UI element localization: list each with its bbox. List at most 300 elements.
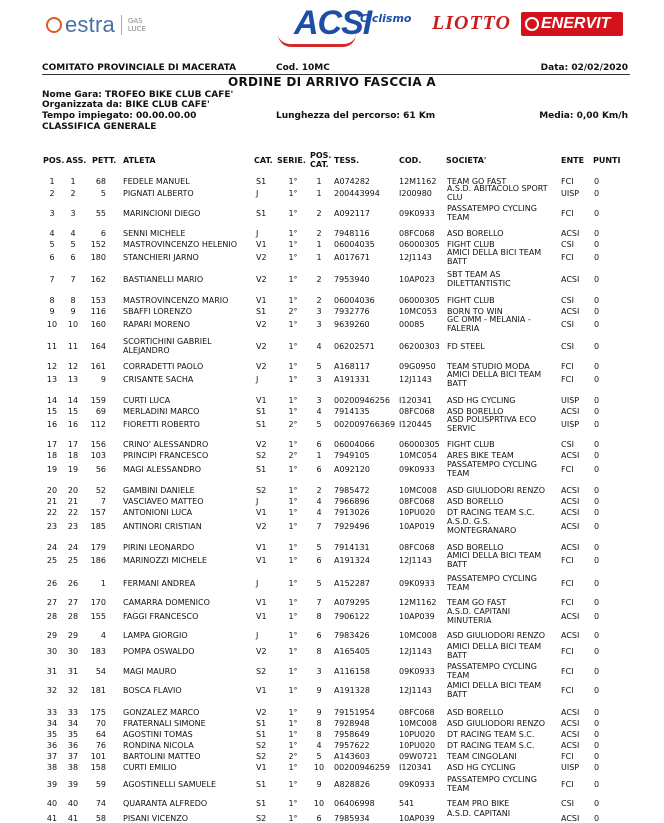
cell-punti: 0 [594,440,600,449]
cell-cod: 10AP023 [399,275,435,284]
cell-poscat: 9 [316,686,322,695]
cell-tess: A074282 [334,177,371,186]
cell-ass: 15 [67,407,79,416]
cell-tess: 7966896 [334,497,370,506]
cell-punti: 0 [594,667,600,676]
cell-pett: 175 [90,708,106,717]
cell-poscat: 5 [316,543,322,552]
cell-societa: DT RACING TEAM S.C. [447,508,535,517]
cell-cod: 06200303 [399,342,440,351]
cell-punti: 0 [594,814,600,823]
cell-ente: FCI [561,375,574,384]
cell-societa: ASD POLISPRTIVA ECO SERVIC [447,415,537,433]
cell-punti: 0 [594,296,600,305]
cell-atleta: AGOSTINELLI SAMUELE [123,780,217,789]
cell-ass: 34 [67,719,79,728]
cell-ass: 18 [67,451,79,460]
cell-ente: ACSI [561,508,580,517]
cell-societa: ASD BORELLO [447,229,504,238]
cell-serie: 1° [288,741,298,750]
cell-tess: 7929496 [334,522,370,531]
cell-cod: 06000305 [399,240,440,249]
cell-serie: 1° [288,780,298,789]
cell-cod: 12J1143 [399,253,432,262]
cell-ente: ACSI [561,307,580,316]
cell-cod: 10PU020 [399,508,436,517]
cell-societa: DT RACING TEAM S.C. [447,730,535,739]
cell-societa: PASSATEMPO CYCLING TEAM [447,460,537,478]
cell-ass: 12 [67,362,79,371]
cell-societa: TEAM GO FAST [447,598,507,607]
cell-poscat: 10 [313,763,325,772]
cell-cat: S1 [256,719,267,728]
cell-pos: 14 [46,396,58,405]
cell-ass: 32 [67,686,79,695]
cell-pos: 22 [46,508,58,517]
cell-poscat: 6 [316,465,322,474]
cell-pos: 40 [46,799,58,808]
cell-pos: 4 [49,229,55,238]
cell-cat: V1 [256,543,267,552]
cell-pett: 179 [90,543,106,552]
cell-serie: 1° [288,440,298,449]
cell-poscat: 1 [316,240,322,249]
cell-atleta: STANCHIERI JARNO [123,253,199,262]
cell-cod: 12J1143 [399,686,432,695]
cell-atleta: MASTROVINCENZO HELENIO [123,240,238,249]
cell-atleta: MERLADINI MARCO [123,407,200,416]
cell-punti: 0 [594,799,600,808]
cell-poscat: 6 [316,556,322,565]
cell-tess: A116158 [334,667,371,676]
cell-ass: 4 [70,229,76,238]
cell-punti: 0 [594,730,600,739]
cell-ente: UISP [561,763,580,772]
cell-pett: 157 [90,508,106,517]
cell-pos: 25 [46,556,58,565]
cell-poscat: 6 [316,440,322,449]
cell-atleta: GONZALEZ MARCO [123,708,200,717]
acsi-swoosh-icon [278,34,356,47]
cell-punti: 0 [594,342,600,351]
cell-societa: PASSATEMPO CYCLING TEAM [447,775,537,793]
cell-societa: A.S.D. CAPITANI MINUTERIA [447,607,511,625]
cell-societa: ASD HG CYCLING [447,396,516,405]
cell-cat: V1 [256,508,267,517]
cell-atleta: RONDINA NICOLA [123,741,194,750]
cell-ente: FCI [561,598,574,607]
cell-ass: 38 [67,763,79,772]
cell-cat: V2 [256,320,267,329]
cell-tess: 7932776 [334,307,370,316]
cell-atleta: FAGGI FRANCESCO [123,612,199,621]
cell-pos: 38 [46,763,58,772]
cell-cod: 06000305 [399,440,440,449]
cell-punti: 0 [594,612,600,621]
cell-ass: 20 [67,486,79,495]
cell-ass: 21 [67,497,79,506]
cell-societa: A.S.D. CAPITANI [447,809,511,818]
comitato: COMITATO PROVINCIALE DI MACERATA [42,63,237,73]
cell-tess: 7983426 [334,631,370,640]
cell-poscat: 5 [316,420,322,429]
cell-ente: FCI [561,752,574,761]
cell-pett: 58 [95,814,106,823]
cell-ass: 8 [70,296,76,305]
cell-poscat: 7 [316,522,322,531]
cell-pett: 76 [95,741,106,750]
cell-poscat: 6 [316,631,322,640]
cell-serie: 1° [288,647,298,656]
cell-societa: PASSATEMPO CYCLING TEAM [447,204,537,222]
cell-ente: ACSI [561,486,580,495]
cell-cat: S1 [256,799,267,808]
cell-societa: PASSATEMPO CYCLING TEAM [447,662,537,680]
cell-serie: 1° [288,320,298,329]
cell-punti: 0 [594,631,600,640]
cell-cod: 08FC068 [399,543,435,552]
cell-societa: GC OMM - MELANIA - FALERIA [447,315,531,333]
cell-ass: 26 [67,579,79,588]
cell-cod: 10PU020 [399,741,436,750]
cell-cod: 06000305 [399,296,440,305]
cell-ente: ACSI [561,543,580,552]
cell-poscat: 2 [316,296,322,305]
cell-punti: 0 [594,579,600,588]
cell-pett: 152 [90,240,106,249]
cell-pett: 69 [95,407,106,416]
cell-cod: 10MC008 [399,719,437,728]
cell-pos: 31 [46,667,58,676]
cell-tess: A191324 [334,556,371,565]
cell-tess: 200443994 [334,189,380,198]
cell-poscat: 6 [316,814,322,823]
cell-punti: 0 [594,253,600,262]
cell-pos: 5 [49,240,55,249]
cell-pett: 5 [100,189,106,198]
estra-mark-icon [46,17,62,33]
cell-pett: 103 [90,451,106,460]
cell-cat: S1 [256,780,267,789]
cell-atleta: FRATERNALI SIMONE [123,719,206,728]
cell-atleta: MARINCIONI DIEGO [123,209,201,218]
cell-punti: 0 [594,708,600,717]
cell-serie: 1° [288,579,298,588]
cell-tess: 7957622 [334,741,370,750]
cell-cod: 09K0933 [399,667,435,676]
cell-punti: 0 [594,420,600,429]
cod: Cod. 10MC [276,63,330,73]
cell-atleta: SCORTICHINI GABRIEL ALEJANDRO [123,337,212,355]
organizzata: Organizzata da: BIKE CLUB CAFE' [42,100,210,110]
cell-poscat: 4 [316,508,322,517]
cell-serie: 1° [288,177,298,186]
cell-ass: 36 [67,741,79,750]
cell-ass: 24 [67,543,79,552]
cell-ente: FCI [561,579,574,588]
cell-tess: A143603 [334,752,371,761]
cell-ente: FCI [561,362,574,371]
cell-serie: 1° [288,497,298,506]
cell-cat: J [256,631,259,640]
cell-pos: 11 [46,342,58,351]
cell-pos: 41 [46,814,58,823]
cell-poscat: 5 [316,362,322,371]
cell-societa: ASD GIULIODORI RENZO [447,631,546,640]
cell-ass: 28 [67,612,79,621]
cell-pett: 153 [90,296,106,305]
cell-poscat: 2 [316,229,322,238]
cell-cod: 10AP039 [399,814,435,823]
cell-poscat: 3 [316,307,322,316]
cell-cat: V2 [256,253,267,262]
cell-societa: FIGHT CLUB [447,440,495,449]
cell-pos: 19 [46,465,58,474]
media: Media: 0,00 Km/h [539,111,628,121]
cell-pos: 3 [49,209,55,218]
cell-cod: 08FC068 [399,497,435,506]
cell-ente: ACSI [561,407,580,416]
cell-tess: 06004066 [334,440,375,449]
cell-tess: 7914135 [334,407,370,416]
cell-serie: 1° [288,253,298,262]
cell-tess: 9639260 [334,320,370,329]
cell-pett: 6 [100,229,106,238]
cell-societa: A.S.D. G.S. MONTEGRANARO [447,517,517,535]
cell-cat: S2 [256,486,267,495]
cell-punti: 0 [594,497,600,506]
cell-punti: 0 [594,752,600,761]
cell-ass: 30 [67,647,79,656]
cell-pos: 7 [49,275,55,284]
cell-cat: S2 [256,814,267,823]
cell-punti: 0 [594,189,600,198]
cell-pos: 10 [46,320,58,329]
cell-ass: 2 [70,189,76,198]
cell-cat: S2 [256,667,267,676]
cell-poscat: 1 [316,189,322,198]
cell-cat: J [256,375,259,384]
cell-cat: S1 [256,420,267,429]
cell-serie: 1° [288,296,298,305]
cell-pett: 159 [90,396,106,405]
cell-cat: S1 [256,177,267,186]
cell-ente: ACSI [561,451,580,460]
cell-tess: 7914131 [334,543,370,552]
cell-serie: 1° [288,763,298,772]
cell-ass: 33 [67,708,79,717]
cell-tess: A092120 [334,465,371,474]
cell-atleta: PIRINI LEONARDO [123,543,195,552]
cell-ass: 41 [67,814,79,823]
cell-societa: AMICI DELLA BICI TEAM BATT [447,248,542,266]
cell-pos: 34 [46,719,58,728]
cell-societa: A.S.D. ABITACOLO SPORT CLU [447,184,548,202]
cell-serie: 2° [288,451,298,460]
cell-cat: J [256,189,259,198]
cell-ass: 7 [70,275,76,284]
cell-atleta: ANTINORI CRISTIAN [123,522,202,531]
cell-ente: FCI [561,209,574,218]
cell-cat: S2 [256,741,267,750]
cell-ass: 23 [67,522,79,531]
cell-cat: V1 [256,598,267,607]
cell-serie: 1° [288,543,298,552]
cell-poscat: 7 [316,598,322,607]
cell-punti: 0 [594,741,600,750]
cell-punti: 0 [594,598,600,607]
cell-punti: 0 [594,320,600,329]
nome-gara: Nome Gara: TROFEO BIKE CLUB CAFE' [42,90,234,100]
cell-tess: 7985934 [334,814,370,823]
cell-atleta: CRISANTE SACHA [123,375,194,384]
cell-punti: 0 [594,275,600,284]
cell-poscat: 1 [316,177,322,186]
cell-ass: 5 [70,240,76,249]
cell-cat: S1 [256,209,267,218]
cell-cat: S1 [256,465,267,474]
cell-cod: 10AP019 [399,522,435,531]
cell-tess: A165405 [334,647,371,656]
cell-pett: 186 [90,556,106,565]
cell-serie: 1° [288,799,298,808]
cell-ass: 16 [67,420,79,429]
cell-serie: 1° [288,814,298,823]
cell-societa: FIGHT CLUB [447,240,495,249]
cell-pos: 33 [46,708,58,717]
cell-cat: V2 [256,647,267,656]
cell-cod: 10PU020 [399,730,436,739]
cell-ass: 19 [67,465,79,474]
cell-poscat: 3 [316,667,322,676]
cell-pett: 1 [100,579,106,588]
cell-cat: V1 [256,396,267,405]
cell-ass: 22 [67,508,79,517]
cell-tess: A828826 [334,780,371,789]
cell-tess: 7949105 [334,451,370,460]
cell-punti: 0 [594,508,600,517]
cell-cat: S2 [256,752,267,761]
cell-tess: 7953940 [334,275,370,284]
tempo: Tempo impiegato: 00.00.00.00 [42,111,197,121]
cell-atleta: SBAFFI LORENZO [123,307,192,316]
cell-ente: FCI [561,465,574,474]
cell-ente: CSI [561,320,575,329]
cell-ente: ACSI [561,612,580,621]
cell-tess: 7985472 [334,486,370,495]
cell-poscat: 10 [313,799,325,808]
cell-pett: 155 [90,612,106,621]
cell-tess: 7948116 [334,229,370,238]
cell-societa: TEAM PRO BIKE [447,799,510,808]
cell-tess: 7958649 [334,730,370,739]
cell-pett: 54 [95,667,106,676]
cell-poscat: 2 [316,275,322,284]
cell-atleta: CURTI LUCA [123,396,171,405]
cell-pos: 30 [46,647,58,656]
cell-cod: I200980 [399,189,432,198]
cell-pos: 17 [46,440,58,449]
cell-cat: V1 [256,612,267,621]
cell-punti: 0 [594,486,600,495]
cell-pos: 6 [49,253,55,262]
cell-cod: I120445 [399,420,432,429]
cell-poscat: 8 [316,647,322,656]
cell-ente: CSI [561,799,575,808]
cell-atleta: SENNI MICHELE [123,229,186,238]
cell-pett: 116 [90,307,106,316]
cell-pos: 18 [46,451,58,460]
cell-serie: 1° [288,275,298,284]
cell-serie: 1° [288,486,298,495]
cell-atleta: PIGNATI ALBERTO [123,189,194,198]
cell-tess: A092117 [334,209,371,218]
cell-serie: 2° [288,307,298,316]
cell-societa: ASD BORELLO [447,407,504,416]
cell-pett: 160 [90,320,106,329]
cell-tess: A152287 [334,579,371,588]
cell-atleta: MAGI ALESSANDRO [123,465,202,474]
cell-societa: TEAM STUDIO MODA [447,362,530,371]
cell-ente: CSI [561,440,575,449]
cell-serie: 1° [288,396,298,405]
cell-cat: S2 [256,451,267,460]
cell-ente: ACSI [561,719,580,728]
cell-societa: ARES BIKE TEAM [447,451,514,460]
cell-cod: 08FC068 [399,407,435,416]
cell-atleta: CORRADETTI PAOLO [123,362,204,371]
cell-poscat: 4 [316,342,322,351]
cell-punti: 0 [594,780,600,789]
cell-serie: 1° [288,598,298,607]
cell-atleta: BOSCA FLAVIO [123,686,182,695]
cell-pett: 70 [95,719,106,728]
cell-cat: S1 [256,407,267,416]
cell-cat: J [256,497,259,506]
cell-cat: V2 [256,522,267,531]
cell-poscat: 4 [316,741,322,750]
cell-cod: 09K0933 [399,209,435,218]
cell-atleta: GAMBINI DANIELE [123,486,195,495]
cell-societa: AMICI DELLA BICI TEAM BATT [447,642,542,660]
cell-cat: V2 [256,708,267,717]
cell-cod: 00085 [399,320,425,329]
cell-punti: 0 [594,396,600,405]
cell-atleta: PISANI VICENZO [123,814,189,823]
cell-cat: V2 [256,275,267,284]
cell-ente: FCI [561,253,574,262]
cell-ente: ACSI [561,275,580,284]
classifica: CLASSIFICA GENERALE [42,122,157,132]
cell-societa: FD STEEL [447,342,485,351]
cell-pett: 112 [90,420,106,429]
cell-serie: 1° [288,465,298,474]
cell-cod: I120341 [399,396,432,405]
cell-ass: 14 [67,396,79,405]
cell-tess: 06406998 [334,799,375,808]
cell-poscat: 8 [316,719,322,728]
cell-punti: 0 [594,522,600,531]
cell-cat: V2 [256,440,267,449]
cell-serie: 1° [288,342,298,351]
cell-cod: 12M1162 [399,177,437,186]
cell-atleta: BARTOLINI MATTEO [123,752,201,761]
cell-atleta: CURTI EMILIO [123,763,177,772]
cell-punti: 0 [594,556,600,565]
cell-ass: 1 [70,177,76,186]
cell-pett: 101 [90,752,106,761]
cell-cod: 12J1143 [399,375,432,384]
